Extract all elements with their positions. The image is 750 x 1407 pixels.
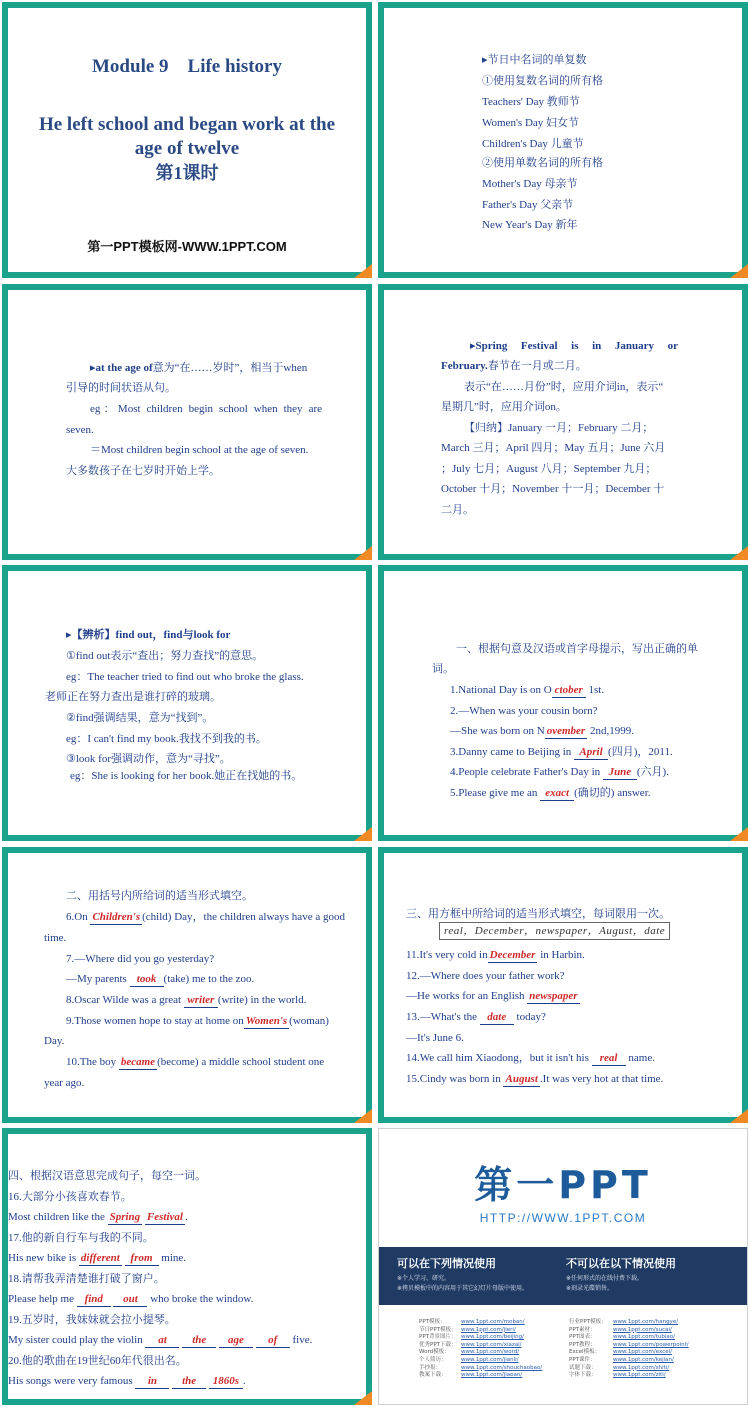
slide-ppt-info	[378, 1128, 748, 1405]
text-line: Mother's Day 母亲节	[482, 178, 578, 190]
text-line: ＝Most children begin school at the age of seven.	[90, 444, 309, 456]
answer: of	[268, 1334, 278, 1346]
prompt-20: 20.他的歌曲在19世纪60年代很出名。	[8, 1355, 187, 1367]
answer: age	[228, 1334, 244, 1346]
answer: Women's	[245, 1015, 288, 1027]
text-line: Women's Day 妇女节	[482, 117, 580, 129]
answer: took	[136, 973, 157, 985]
section-heading: 三、用方框中所给词的适当形式填空，每词限用一次。	[406, 908, 670, 920]
corner-decoration	[354, 264, 372, 278]
link-row[interactable]: PPT课件： www.1ppt.com/kejian/	[569, 1356, 674, 1363]
text-line: 二月。	[441, 504, 474, 516]
question-13b: —It's June 6.	[406, 1032, 464, 1044]
answer: 1860s	[212, 1375, 240, 1387]
section-heading: 词。	[432, 663, 454, 675]
corner-decoration	[354, 827, 372, 841]
answer: at	[158, 1334, 167, 1346]
slide-festival-nouns	[378, 2, 748, 278]
question-8: 8.Oscar Wilde was a great writer (write) in the world.	[66, 994, 307, 1006]
question-2: 2.—When was your cousin born?	[450, 705, 598, 717]
answer: from	[130, 1252, 153, 1264]
answer: in	[147, 1375, 157, 1387]
answer: Children's	[92, 911, 141, 923]
answer: Festival	[146, 1211, 183, 1223]
text-line: 表示“在……月份”时，应用介词in，表示“	[464, 381, 664, 393]
lesson-title-line1: He left school and began work at the	[38, 114, 336, 135]
link-row[interactable]: 优秀PPT下载： www.1ppt.com/xiazai/	[419, 1341, 522, 1348]
question-15: 15.Cindy was born in August .It was very hot at that time.	[406, 1073, 664, 1085]
can-use-title: 可以在下列情况使用	[397, 1257, 496, 1270]
link-row[interactable]: 节日PPT模板： www.1ppt.com/jieri/	[419, 1326, 516, 1333]
text-line: eg：Most children begin school when they are	[90, 403, 322, 415]
slide-exercise-1	[378, 565, 748, 841]
text-line: 星期几”时，应用介词on。	[441, 401, 567, 413]
question-11: 11.It's very cold in December in Harbin.	[406, 949, 585, 961]
cannot-use-item: ※任何形式的在线付费下载。	[566, 1275, 644, 1282]
question-14: 14.We call him Xiaodong，but it isn't his real name.	[406, 1052, 655, 1064]
section-heading: ▸【辨析】find out，find与look for	[66, 629, 231, 641]
prompt-17: 17.他的新自行车与我的不同。	[8, 1232, 154, 1244]
text-line: October 十月；November 十一月；December 十	[441, 483, 665, 495]
text-line: Teachers' Day 教师节	[482, 96, 580, 108]
text-line: ②find强调结果，意为“找到”。	[66, 712, 214, 724]
corner-decoration	[730, 1109, 748, 1123]
question-3: 3.Danny came to Beijing in April (四月)，2011.	[450, 746, 673, 758]
link-row[interactable]: PPT模板： www.1ppt.com/moban/	[419, 1319, 525, 1325]
text-line: ②使用单数名词的所有格	[482, 157, 603, 169]
answer: different	[80, 1252, 120, 1264]
link-row[interactable]: 试题下载： www.1ppt.com/shiti/	[569, 1364, 670, 1371]
keyword: ▸at the age of	[90, 362, 153, 374]
answer: newspaper	[529, 990, 578, 1002]
can-use-item: ※拷贝模板中的内容用于其它幻灯片母版中使用。	[397, 1285, 529, 1292]
answer: became	[120, 1056, 156, 1068]
slide-at-the-age-of	[2, 284, 372, 560]
text-line	[441, 359, 587, 373]
slide-exercise-4	[2, 1128, 372, 1405]
link-row[interactable]: PPT图表： www.1ppt.com/tubiao/	[569, 1334, 675, 1341]
section-heading: 四、根据汉语意思完成句子，每空一词。	[8, 1170, 206, 1182]
cannot-use-item: ※刻录光碟销售。	[566, 1285, 614, 1292]
links-left	[419, 1319, 579, 1380]
module-title: Module 9 Life history	[92, 56, 282, 77]
question-6b: time.	[44, 932, 67, 944]
question-4: 4.People celebrate Father's Day in June (六月).	[450, 766, 669, 778]
slide-months	[378, 284, 748, 560]
prompt-18: 18.请帮我弄清楚谁打破了窗户。	[8, 1273, 165, 1285]
text-line: Children's Day 儿童节	[482, 138, 584, 150]
answer: real	[599, 1052, 618, 1064]
cannot-use-title: 不可以在以下情况使用	[566, 1257, 676, 1270]
link-row[interactable]: 个人简历： www.1ppt.com/jianli/	[419, 1356, 519, 1363]
section-heading: 一、根据句意及汉语或首字母提示，写出正确的单	[456, 643, 698, 655]
text-line: 引导的时间状语从句。	[66, 382, 176, 394]
answer: the	[182, 1375, 197, 1387]
answer: ovember	[546, 725, 586, 737]
link-row[interactable]: 手抄报： www.1ppt.com/shouchaobao/	[419, 1364, 543, 1371]
slide-find-out	[2, 565, 372, 841]
slide-exercise-2	[2, 847, 372, 1123]
corner-decoration	[730, 546, 748, 560]
answer: find	[84, 1293, 103, 1305]
text-line: eg：The teacher tried to find out who broke the glass.	[66, 671, 304, 683]
answer-19: My sister could play the violin at the age of five.	[8, 1334, 313, 1346]
answer: exact	[545, 787, 570, 799]
question-2b: —She was born on N ovember 2nd,1999.	[450, 725, 634, 737]
brand-url: HTTP://WWW.1PPT.COM	[479, 1211, 647, 1225]
link-row[interactable]: Excel模板： www.1ppt.com/excel/	[569, 1349, 672, 1356]
text-line: ③look for强调动作，意为“寻找”。	[66, 753, 231, 765]
answer-16: Most children like the Spring Festival .	[8, 1211, 188, 1223]
question-9: 9.Those women hope to stay at home on Women's (woman)	[66, 1015, 329, 1027]
slide-exercise-3	[378, 847, 748, 1123]
answer: ctober	[554, 684, 583, 696]
prompt-19: 19.五岁时，我妹妹就会拉小提琴。	[8, 1314, 176, 1326]
text-line: 大多数孩子在七岁时开始上学。	[66, 465, 220, 477]
corner-decoration	[354, 1391, 372, 1405]
answer: August	[505, 1073, 538, 1085]
link-row[interactable]: PPT教程： www.1ppt.com/powerpoint/	[569, 1341, 689, 1348]
answer-20: His songs were very famous in the 1860s .	[8, 1375, 246, 1387]
links-right	[569, 1319, 739, 1380]
question-7: 7.—Where did you go yesterday?	[66, 953, 215, 965]
text-line: seven.	[66, 424, 94, 436]
text-line: March 三月；April 四月；May 五月；June 六月	[441, 442, 666, 454]
answer: the	[192, 1334, 207, 1346]
question-12: 12.—Where does your father work?	[406, 970, 565, 982]
link-row[interactable]: 教案下载： www.1ppt.com/jiaoan/	[419, 1372, 523, 1379]
text-line: eg：She is looking for her book.她正在找她的书。	[70, 770, 303, 782]
corner-decoration	[354, 1109, 372, 1123]
text-line: 老师正在努力查出是谁打碎的玻璃。	[45, 691, 221, 703]
link-row[interactable]: PPT素材： www.1ppt.com/sucai/	[569, 1326, 672, 1333]
question-1: 1.National Day is on O ctober 1st.	[450, 684, 605, 696]
text-line: New Year's Day 新年	[482, 219, 578, 231]
lesson-number: 第1课时	[155, 163, 219, 183]
text-line: ①使用复数名词的所有格	[482, 75, 603, 87]
answer: out	[123, 1293, 138, 1305]
text-line: ①find out表示“查出；努力查找”的意思。	[66, 650, 264, 662]
answer-17: His new bike is different from mine.	[8, 1252, 187, 1264]
question-12b: —He works for an English newspaper	[406, 990, 578, 1002]
corner-decoration	[354, 546, 372, 560]
text-line: eg：I can't find my book.我找不到我的书。	[66, 733, 267, 745]
text: 意为“在……岁时”，相当于when	[152, 362, 308, 374]
corner-decoration	[730, 264, 748, 278]
corner-decoration	[730, 827, 748, 841]
text-line	[90, 361, 307, 375]
keyword: February.	[441, 360, 488, 372]
link-row[interactable]: Word模板： www.1ppt.com/word/	[419, 1349, 520, 1356]
site-name: 第一PPT模板网-WWW.1PPT.COM	[87, 239, 287, 254]
answer: writer	[187, 994, 215, 1006]
link-row[interactable]: 字体下载： www.1ppt.com/ziti/	[569, 1372, 666, 1379]
question-6: 6.On Children's (child) Day，the children always have a good	[66, 911, 345, 923]
section-heading: 二、用括号内所给词的适当形式填空。	[66, 890, 253, 902]
can-use-item: ※个人学习、研究。	[397, 1275, 451, 1282]
slide-title	[2, 2, 372, 278]
brand-logo: 第一PPT	[474, 1163, 652, 1207]
answer: date	[487, 1011, 507, 1023]
usage-banner	[379, 1247, 747, 1305]
question-9b: Day.	[44, 1035, 65, 1047]
text-line: Father's Day 父亲节	[482, 199, 574, 211]
question-10: 10.The boy became (become) a middle school student one	[66, 1056, 325, 1068]
link-row[interactable]: PPT背景图片： www.1ppt.com/beijing/	[419, 1334, 525, 1341]
question-5: 5.Please give me an exact (确切的) answer.	[450, 787, 651, 799]
answer-18: Please help me find out who broke the window.	[8, 1293, 254, 1305]
answer: Spring	[109, 1211, 141, 1223]
text-line: ▸Spring Festival is in January or	[470, 340, 678, 352]
answer: April	[579, 746, 603, 758]
lesson-title-line2: age of twelve	[134, 138, 240, 159]
question-13: 13.—What's the date today?	[406, 1011, 546, 1023]
question-10b: year ago.	[44, 1077, 85, 1089]
text-line: ▸节日中名词的单复数	[482, 54, 587, 66]
link-row[interactable]: 行业PPT模板： www.1ppt.com/hangye/	[569, 1319, 679, 1325]
prompt-16: 16.大部分小孩喜欢春节。	[8, 1191, 132, 1203]
text: 春节在一月或二月。	[487, 360, 587, 372]
answer: June	[608, 766, 632, 778]
text-line: ；July 七月；August 八月；September 九月；	[441, 463, 657, 475]
text-line: 【归纳】January 一月；February 二月；	[464, 422, 654, 434]
question-7b: —My parents took (take) me to the zoo.	[66, 973, 255, 985]
word-box: real，December，newspaper，August，date	[439, 922, 670, 940]
answer: December	[489, 949, 536, 961]
